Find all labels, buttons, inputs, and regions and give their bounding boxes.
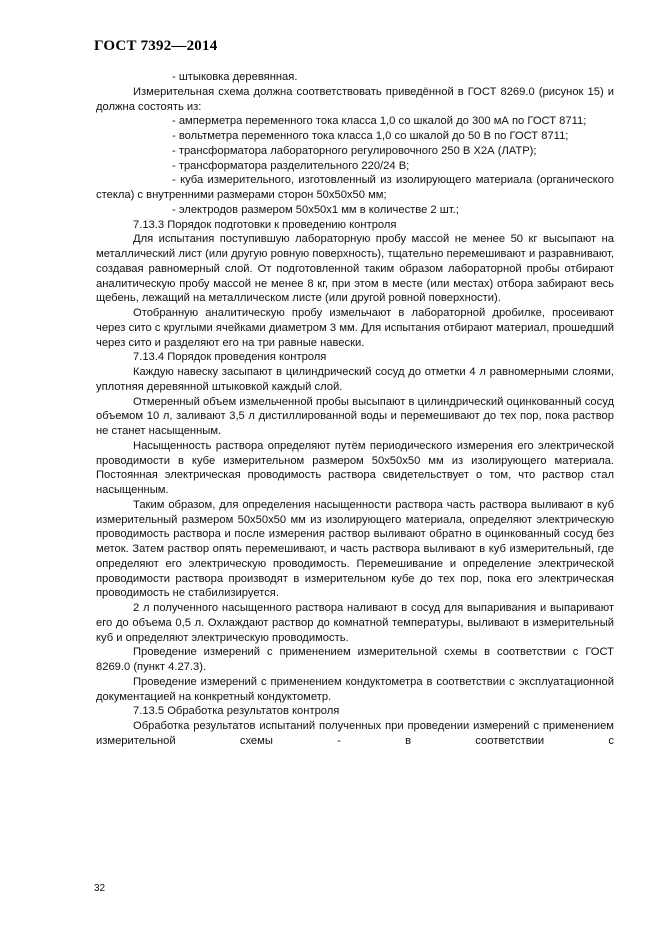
list-item: - вольтметра переменного тока класса 1,0 со шкалой до 50 В по ГОСТ 8711; [172, 130, 569, 142]
page-number: 32 [94, 883, 106, 894]
section-heading: 7.13.4 Порядок проведения контроля [133, 351, 327, 364]
paragraph: Обработка результатов испытаний полученных при проведении измерений с применением измерительной схемы - в соответствии с [96, 720, 614, 747]
paragraph: Насыщенность раствора определяют путём периодического измерения его электрической проводимости в кубе измерительном размером 50х50х50 мм из изолирующего материала. Постоянная электрическая проводимость раствора свидетельствует о том, что раствор стал насыщенным. [96, 439, 614, 496]
list-item: - куба измерительного, изготовленный из изолирующего материала (органического стекла) с внутренними размерами сторон 50х50х50 мм; [96, 174, 614, 201]
list-item: - штыковка деревянная. [172, 71, 298, 83]
document-body [96, 70, 614, 749]
paragraph: Проведение измерений с применением измерительной схемы в соответствии с ГОСТ 8269.0 (пункт 4.27.3). [96, 646, 614, 673]
paragraph: Для испытания поступившую лабораторную пробу массой не менее 50 кг высыпают на металлический лист (или другую ровную поверхность), тщательно перемешивают и разравнивают, создавая равномерный слой. От подготовленной таким образом лабораторной пробы отбирают аналитическую пробу массой не менее 8 кг, при этом в месте (или местах) отбора забирают весь щебень, лежащий на металлическом листе (или другой ровной поверхности). [96, 233, 614, 305]
list-item: - амперметра переменного тока класса 1,0 со шкалой до 300 мА по ГОСТ 8711; [172, 115, 587, 128]
list-item: - трансформатора лабораторного регулировочного 250 В Х2А (ЛАТР); [172, 144, 537, 157]
list-item: - электродов размером 50х50х1 мм в количестве 2 шт.; [172, 203, 459, 216]
paragraph: Каждую навеску засыпают в цилиндрический сосуд до отметки 4 л равномерными слоями, уплотняя деревянной штыковкой каждый слой. [96, 366, 614, 393]
document-header: ГОСТ 7392—2014 [94, 38, 218, 54]
list-item: - трансформатора разделительного 220/24 В; [172, 159, 410, 172]
paragraph: Отмеренный объем измельченной пробы высыпают в цилиндрический оцинкованный сосуд объемом 10 л, заливают 3,5 л дистиллированной воды и перемешивают до тех пор, пока раствор не станет насыщенным. [96, 395, 614, 437]
paragraph: Проведение измерений с применением кондуктометра в соответствии с эксплуатационной документацией на конкретный кондуктометр. [96, 675, 614, 703]
paragraph: Измерительная схема должна соответствовать приведённой в ГОСТ 8269.0 (рисунок 15) и должна состоять из: [96, 85, 614, 113]
paragraph: Отобранную аналитическую пробу измельчают в лабораторной дробилке, просеивают через сито с круглыми ячейками диаметром 3 мм. Для испытания отбирают материал, прошедший через сито и разделяют его на три равные навески. [96, 307, 614, 349]
section-heading: 7.13.3 Порядок подготовки к проведению контроля [133, 218, 397, 231]
section-heading: 7.13.5 Обработка результатов контроля [133, 705, 340, 718]
paragraph: 2 л полученного насыщенного раствора наливают в сосуд для выпаривания и выпаривают его до объема 0,5 л. Охлаждают раствор до комнатной температуры, выливают в измерительный куб и определяют электрическую проводимость. [96, 602, 614, 644]
paragraph: Таким образом, для определения насыщенности раствора часть раствора выливают в куб измерительный размером 50х50х50 мм из изолирующего материала, определяют электрическую проводимость раствора и после измерения раствор выливают обратно в оцинкованный сосуд без меток. Затем раствор опять перемешивают, и часть раствора выливают в куб измерительный, где определяют его электрическую проводимость. Перемешивание и определение электрической проводимости раствора производят в измерительном кубе до тех пор, пока его электрическая проводимость не стабилизируется. [96, 498, 614, 600]
